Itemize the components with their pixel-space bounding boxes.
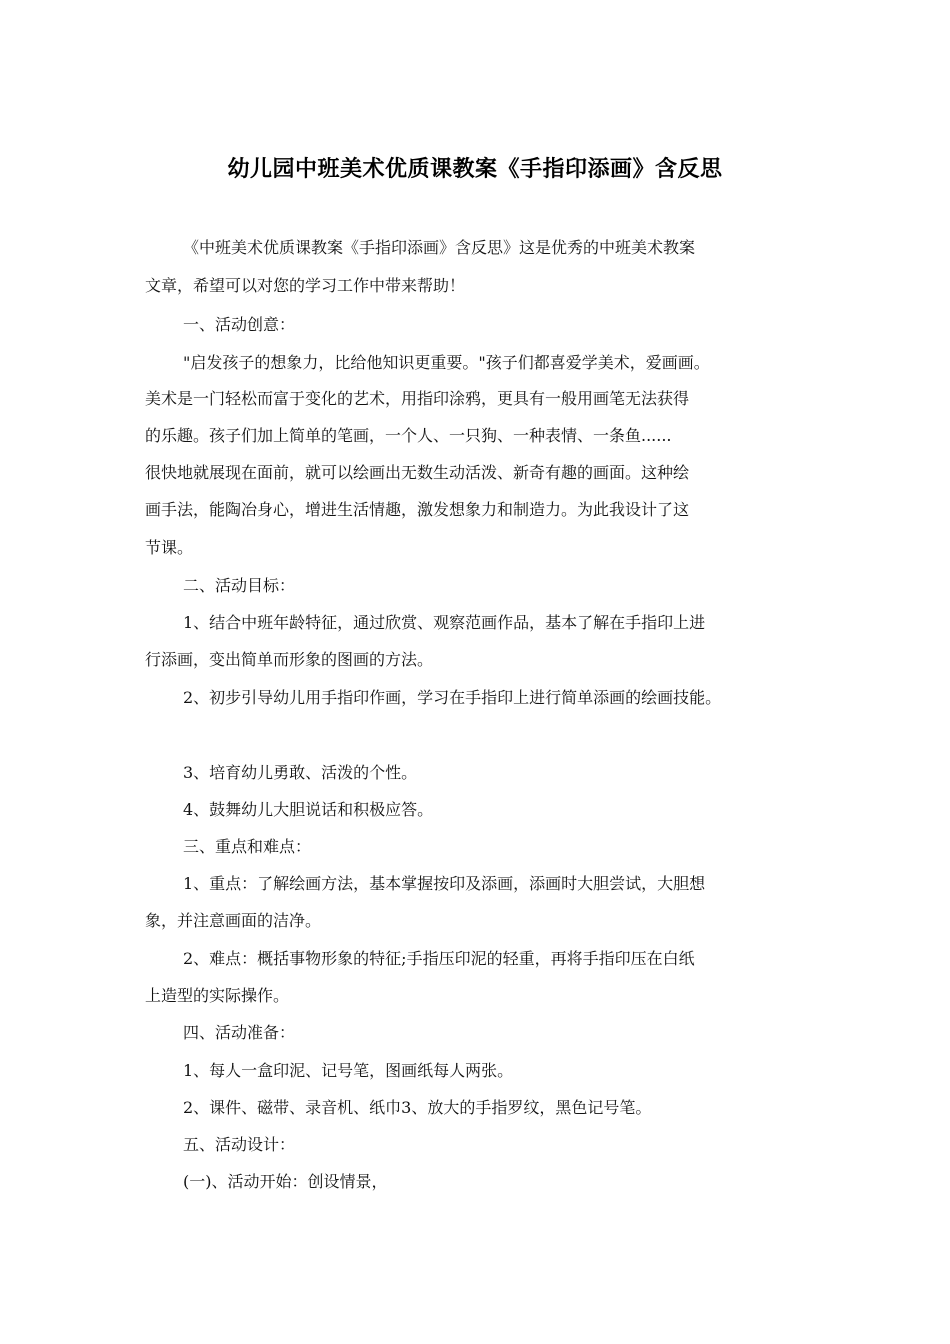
- section-heading: 四、活动准备：: [183, 1023, 296, 1042]
- paragraph-line: 3、培育幼儿勇敢、活泼的个性。: [183, 763, 418, 782]
- paragraph-line: 2、初步引导幼儿用手指印作画，学习在手指印上进行简单添画的绘画技能。: [183, 688, 722, 707]
- paragraph-line: 象，并注意画面的洁净。: [145, 911, 322, 930]
- paragraph-line: 1、重点：了解绘画方法，基本掌握按印及添画，添画时大胆尝试，大胆想: [183, 874, 706, 893]
- section-heading: 五、活动设计：: [183, 1135, 296, 1154]
- paragraph-line: 的乐趣。孩子们加上简单的笔画，一个人、一只狗、一种表情、一条鱼......: [145, 426, 672, 445]
- section-heading: 一、活动创意：: [183, 315, 296, 334]
- paragraph-line: 1、每人一盒印泥、记号笔，图画纸每人两张。: [183, 1061, 514, 1080]
- section-heading: 三、重点和难点：: [183, 837, 312, 856]
- paragraph-line: 2、课件、磁带、录音机、纸巾3、放大的手指罗纹，黑色记号笔。: [183, 1098, 652, 1117]
- paragraph-line: 画手法，能陶冶身心，增进生活情趣，激发想象力和制造力。为此我设计了这: [145, 500, 690, 519]
- paragraph-line: 《中班美术优质课教案《手指印添画》含反思》这是优秀的中班美术教案: [183, 238, 696, 257]
- paragraph-line: (一)、活动开始：创设情景，: [183, 1172, 388, 1191]
- paragraph-line: 2、难点：概括事物形象的特征;手指压印泥的轻重，再将手指印压在白纸: [183, 949, 695, 968]
- paragraph-line: 行添画，变出简单而形象的图画的方法。: [145, 650, 434, 669]
- paragraph-line: 上造型的实际操作。: [145, 986, 290, 1005]
- paragraph-line: 文章，希望可以对您的学习工作中带来帮助！: [145, 276, 466, 295]
- paragraph-line: 很快地就展现在面前，就可以绘画出无数生动活泼、新奇有趣的画面。这种绘: [145, 463, 690, 482]
- paragraph-line: 美术是一门轻松而富于变化的艺术，用指印涂鸦，更具有一般用画笔无法获得: [145, 389, 690, 408]
- section-heading: 二、活动目标：: [183, 576, 296, 595]
- paragraph-line: "启发孩子的想象力，比给他知识更重要。"孩子们都喜爱学美术，爱画画。: [183, 353, 710, 372]
- paragraph-line: 节课。: [145, 538, 194, 557]
- paragraph-line: 1、结合中班年龄特征，通过欣赏、观察范画作品，基本了解在手指印上进: [183, 613, 706, 632]
- document-title: 幼儿园中班美术优质课教案《手指印添画》含反思: [227, 157, 723, 182]
- paragraph-line: 4、鼓舞幼儿大胆说话和积极应答。: [183, 800, 434, 819]
